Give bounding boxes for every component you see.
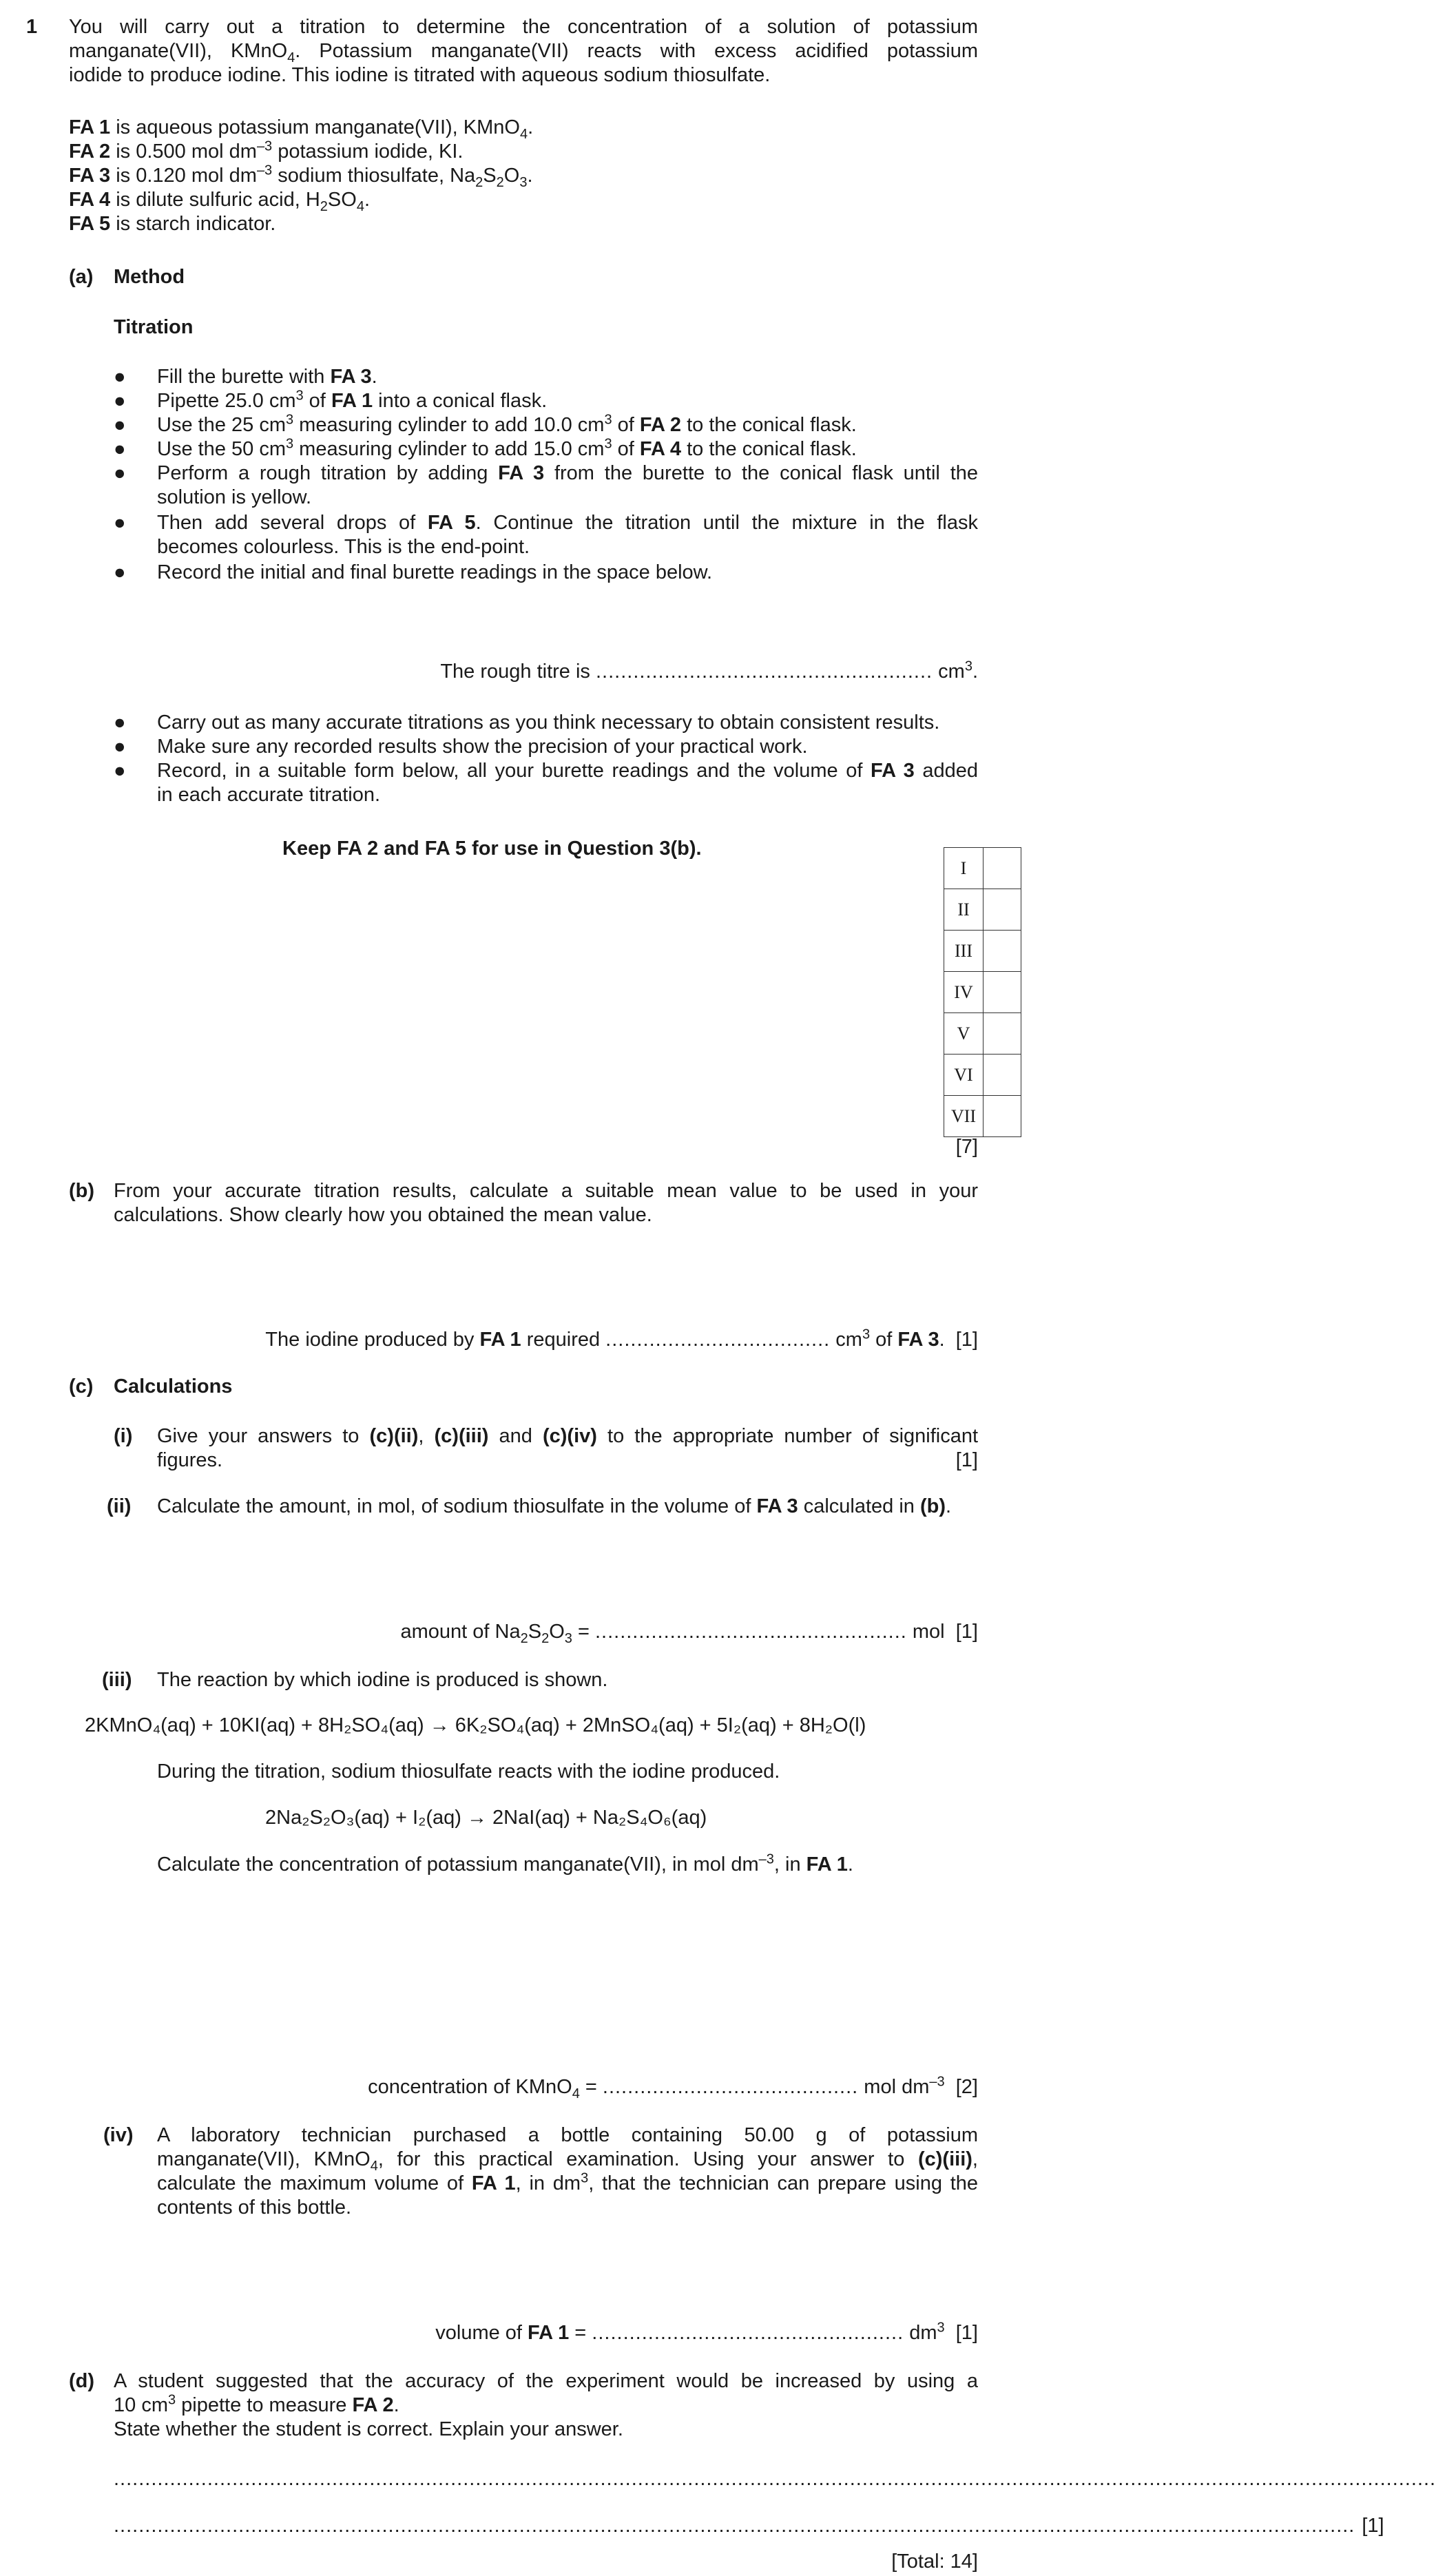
grid-row-label: III xyxy=(944,931,984,972)
bullet-icon: ● xyxy=(114,414,126,436)
method-step: Pipette 25.0 $cm^3$ of FA 1 into a conical flask. xyxy=(157,388,548,412)
method-step: Use the 50 $cm^3$ measuring cylinder to add 15.0 $cm^3$ of FA 4 to the conical flask. xyxy=(157,436,857,460)
part-c-i-label: (i) xyxy=(114,1425,133,1447)
part-c-ii-label: (ii) xyxy=(107,1495,132,1517)
reagent-fa5: FA 5 is starch indicator. xyxy=(69,213,276,235)
bullet-icon: ● xyxy=(114,366,126,388)
bullet-icon: ● xyxy=(114,462,126,484)
part-a-label: (a) xyxy=(69,266,94,288)
bullet-icon: ● xyxy=(114,711,126,734)
marks: [7] xyxy=(955,1136,978,1158)
answer-blank[interactable]: .................................................. xyxy=(594,1621,907,1643)
grid-row-label: VII xyxy=(944,1096,984,1137)
intro-line: You will carry out a titration to determine the concentration of a solution of potassium xyxy=(69,16,978,38)
method-step: Fill the burette with FA 3. xyxy=(157,366,377,388)
bullet-icon: ● xyxy=(114,760,126,782)
part-c-iv-label: (iv) xyxy=(103,2124,134,2146)
answer-line[interactable]: .................................................................................................................................................................................................................... xyxy=(114,2468,1436,2490)
equation-thiosulfate: 2Na₂S₂O₃(aq) + I₂(aq) → 2NaI(aq) + Na₂S₄O₆(aq) xyxy=(265,1807,707,1829)
answer-blank[interactable]: ...................................................... xyxy=(595,661,933,683)
part-a-heading: Method xyxy=(114,266,185,288)
part-a-subheading: Titration xyxy=(114,316,194,338)
grid-cell xyxy=(984,931,1021,972)
answer-blank[interactable]: ....................................................................................................................................................................................................... xyxy=(114,2515,1355,2537)
method-step: Record the initial and final burette readings in the space below. xyxy=(157,561,713,583)
answer-blank[interactable]: .................................... xyxy=(605,1329,831,1351)
grid-cell xyxy=(984,848,1021,889)
bullet-icon: ● xyxy=(114,561,126,583)
bullet-icon: ● xyxy=(114,390,126,412)
part-c-iv-text: A laboratory technician purchased a bottle containing 50.00 g of potassium manganate(VII), KMnO$_4$, for this practical examination. Using your answer to (c)(iii), calculate the maximum volume of FA 1, in $dm^3$, that the technician can prepare using the contents of this bottle. xyxy=(157,2124,979,2219)
part-c-iv-answer-line: volume of FA 1 = .................................................. $dm^3$ [1] xyxy=(435,2320,978,2344)
marking-grid xyxy=(944,847,1021,1137)
part-b-label: (b) xyxy=(69,1180,95,1202)
grid-cell xyxy=(984,889,1021,931)
reagent-list xyxy=(69,116,533,236)
part-c-ii-answer-line: amount of $Na_2S_2O_3$ = .................................................. mol [1] xyxy=(400,1621,978,1646)
grid-row-label: IV xyxy=(944,972,984,1013)
answer-blank[interactable]: .................................................. xyxy=(592,2322,904,2344)
part-c-iii-text2: During the titration, sodium thiosulfate reacts with the iodine produced. xyxy=(157,1760,780,1783)
part-c-iii-label: (iii) xyxy=(102,1669,132,1691)
bullet-icon: ● xyxy=(114,438,126,460)
reagent-fa1: FA 1 is aqueous potassium manganate(VII), KMnO$_4$. xyxy=(69,116,534,142)
part-b-answer-line: The iodine produced by FA 1 required .................................... $cm^3$ of FA 3. [1] xyxy=(265,1327,978,1351)
grid-row-label: II xyxy=(944,889,984,931)
grid-cell xyxy=(984,1055,1021,1096)
intro-paragraph xyxy=(69,15,978,87)
grid-cell xyxy=(984,972,1021,1013)
question-number: 1 xyxy=(26,16,38,38)
part-c-ii-text: Calculate the amount, in mol, of sodium thiosulfate in the volume of FA 3 calculated in (b). xyxy=(157,1495,952,1517)
grid-row-label: I xyxy=(944,848,984,889)
bullet-icon: ● xyxy=(114,512,126,534)
part-c-label: (c) xyxy=(69,1375,94,1398)
method-step: Perform a rough titration by adding FA 3 from the burette to the conical flask until the solution is yellow. xyxy=(157,462,979,508)
method-step: Then add several drops of FA 5. Continue the titration until the mixture in the flask becomes colourless. This is the end-point. xyxy=(157,512,979,558)
part-c-i-text: Give your answers to (c)(ii), (c)(iii) and (c)(iv) to the appropriate number of significant figures. [1] xyxy=(157,1425,979,1471)
method-step: Make sure any recorded results show the precision of your practical work. xyxy=(157,736,808,758)
part-d-text: A student suggested that the accuracy of the experiment would be increased by using a 10 $cm^3$ pipette to measure FA 2. State whether the student is correct. Explain your answer. xyxy=(114,2370,978,2440)
part-c-iii-answer-line: concentration of KMnO$_4$ = ......................................... mol $dm^{-3}$ [2] xyxy=(368,2074,978,2101)
reagent-fa4: FA 4 is dilute sulfuric acid, $H_2SO_4$. xyxy=(69,189,371,214)
bullet-icon: ● xyxy=(114,736,126,758)
total-marks: [Total: 14] xyxy=(891,2551,978,2573)
grid-cell xyxy=(984,1013,1021,1055)
grid-row-label: V xyxy=(944,1013,984,1055)
method-step: Use the 25 $cm^3$ measuring cylinder to add 10.0 $cm^3$ of FA 2 to the conical flask. xyxy=(157,412,857,436)
rough-titre-line: The rough titre is ...................................................... $cm^3$. xyxy=(440,658,978,683)
part-c-iii-text: The reaction by which iodine is produced is shown. xyxy=(157,1669,608,1691)
answer-line-with-marks: ....................................................................................................................................................................................................... [1] xyxy=(114,2515,1384,2537)
grid-row-label: VI xyxy=(944,1055,984,1096)
method-step: Carry out as many accurate titrations as you think necessary to obtain consistent results. xyxy=(157,711,940,734)
reagent-fa3: FA 3 is 0.120 mol $dm^{-3}$ sodium thiosulfate, $Na_2S_2O_3$. xyxy=(69,163,533,190)
grid-cell xyxy=(984,1096,1021,1137)
part-d-label: (d) xyxy=(69,2370,95,2392)
reagent-fa2: FA 2 is 0.500 mol $dm^{-3}$ potassium iodide, KI. xyxy=(69,138,464,163)
intro-line: manganate(VII), KMnO$_4$. Potassium manganate(VII) reacts with excess acidified potassium xyxy=(69,40,978,65)
answer-blank[interactable]: ......................................... xyxy=(602,2076,859,2098)
equation-iodine-production: 2KMnO₄(aq) + 10KI(aq) + 8H₂SO₄(aq) → 6K₂SO₄(aq) + 2MnSO₄(aq) + 5I₂(aq) + 8H₂O(l) xyxy=(85,1714,866,1736)
part-c-heading: Calculations xyxy=(114,1375,233,1398)
part-c-iii-text3: Calculate the concentration of potassium manganate(VII), in mol $dm^{-3}$, in FA 1. xyxy=(157,1851,853,1876)
method-step: Record, in a suitable form below, all your burette readings and the volume of FA 3 added in each accurate titration. xyxy=(157,760,978,806)
part-b-text: From your accurate titration results, calculate a suitable mean value to be used in your calculations. Show clearly how you obtained the mean value. xyxy=(114,1180,978,1226)
intro-line: iodide to produce iodine. This iodine is titrated with aqueous sodium thiosulfate. xyxy=(69,64,771,86)
keep-note: Keep FA 2 and FA 5 for use in Question 3(b). xyxy=(282,838,702,860)
